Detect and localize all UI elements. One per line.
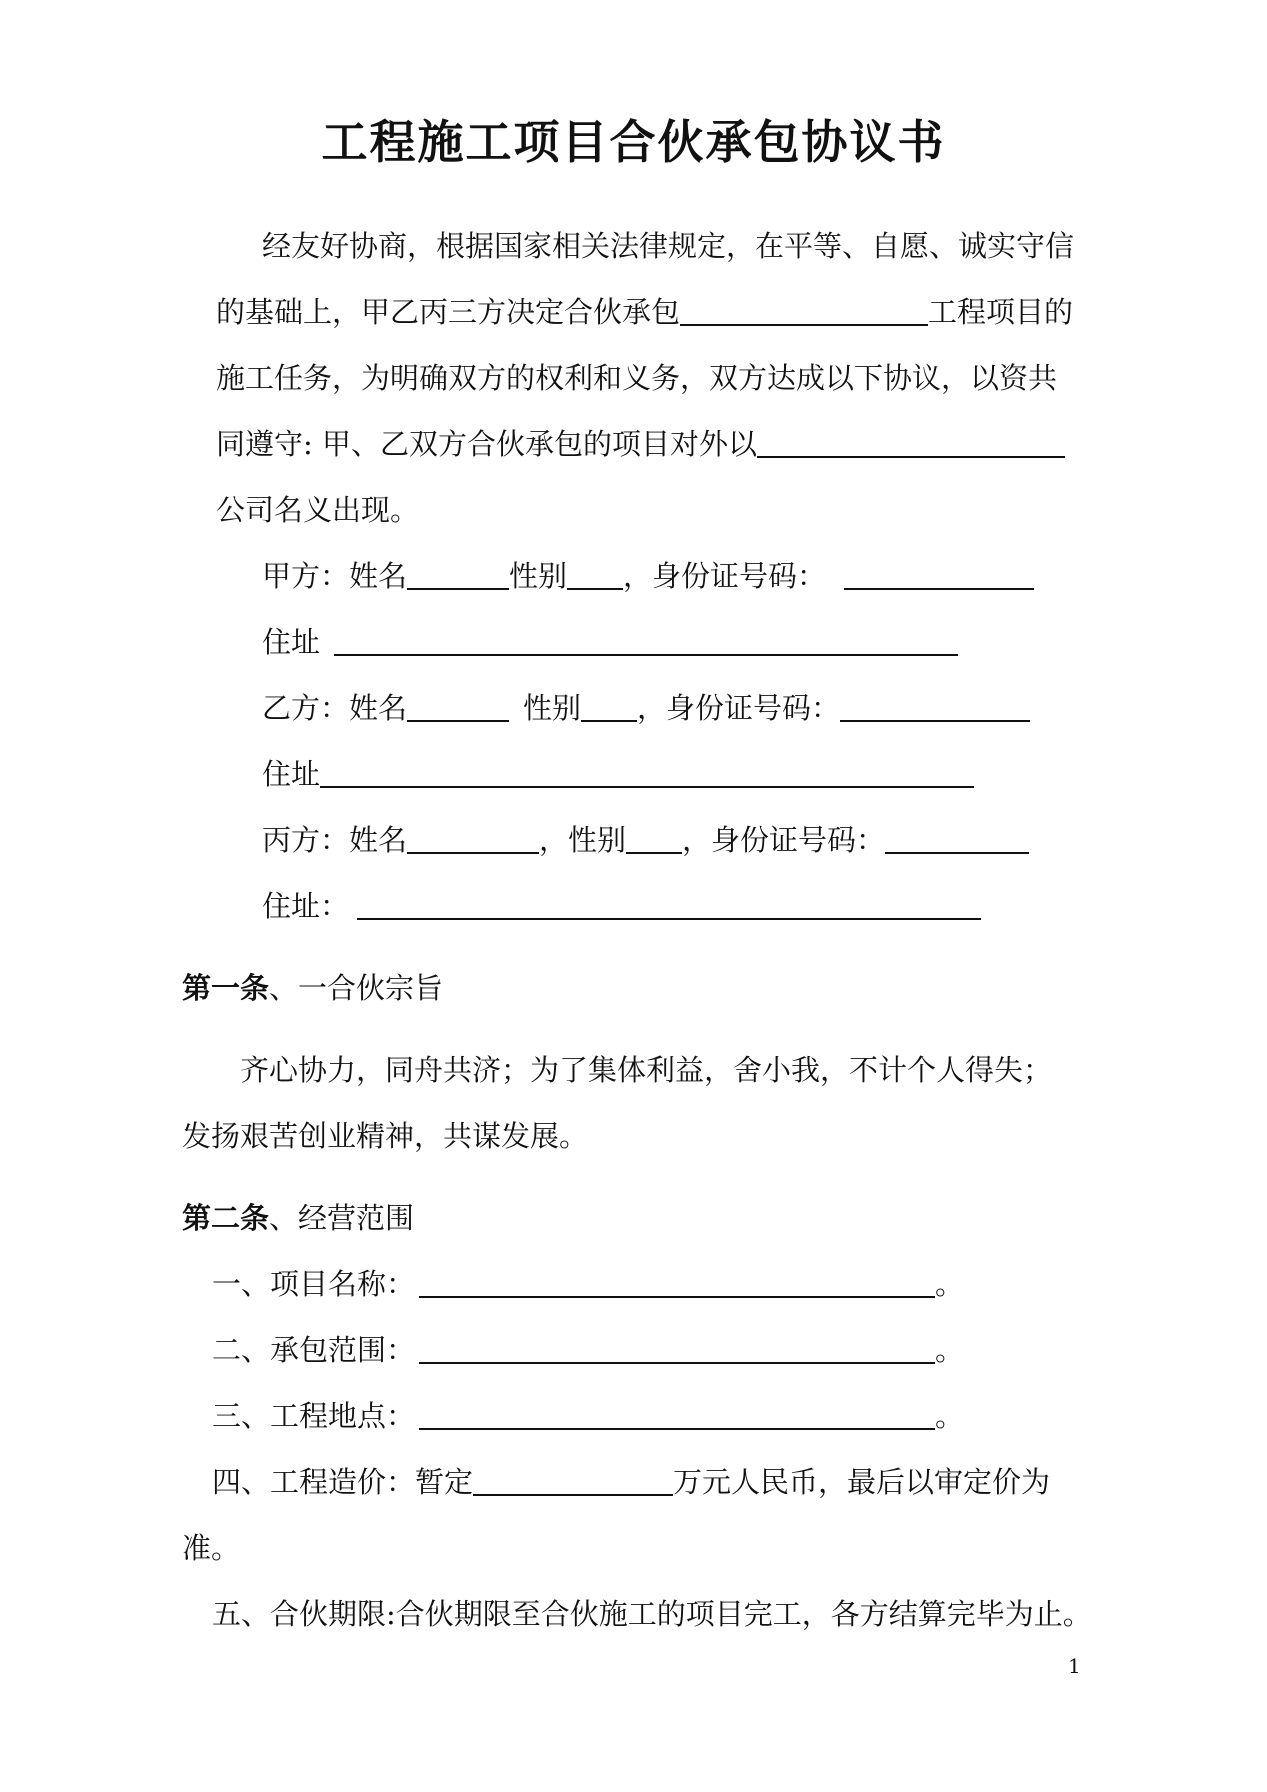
project-name-field[interactable] <box>419 1266 935 1298</box>
article-1-heading <box>182 968 443 1008</box>
party-c-gender-label: ，性别 <box>539 823 627 857</box>
company-name-blank[interactable] <box>757 426 1065 458</box>
intro-line-3 <box>216 358 1057 398</box>
party-b-gender-label: 性别 <box>523 691 582 725</box>
intro-line-4 <box>216 424 1065 464</box>
party-b-row <box>262 688 1030 728</box>
party-c-name-label: 丙方：姓名 <box>262 823 408 857</box>
party-b-gender-blank[interactable] <box>581 690 637 722</box>
partnership-term-text: 五、合伙期限:合伙期限至合伙施工的项目完工，各方结算完毕为止。 <box>212 1597 1092 1631</box>
party-a-id-label: ，身份证号码： <box>623 559 827 593</box>
party-b-address-row <box>262 754 974 794</box>
party-a-name-blank[interactable] <box>407 558 509 590</box>
contract-scope-label: 二、承包范围： <box>212 1333 416 1367</box>
intro-text: 公司名义出现。 <box>216 493 420 527</box>
project-cost-field[interactable] <box>473 1464 673 1496</box>
page-number: 1 <box>1068 1654 1081 1678</box>
article-1-number: 第一条 <box>182 971 270 1005</box>
party-a-row <box>262 556 1034 596</box>
party-a-gender-label: 性别 <box>509 559 568 593</box>
party-c-id-blank[interactable] <box>885 822 1029 854</box>
document-title: 工程施工项目合伙承包协议书 <box>321 115 946 169</box>
intro-line-1 <box>262 226 1074 266</box>
contract-scope-row <box>212 1330 964 1370</box>
contract-scope-field[interactable] <box>419 1332 935 1364</box>
party-b-id-label: ，身份证号码： <box>637 691 841 725</box>
article-2-number: 第二条 <box>182 1201 270 1235</box>
site-location-row <box>212 1396 964 1436</box>
article-1-text: 齐心协力，同舟共济；为了集体利益，舍小我，不计个人得失； <box>240 1053 1053 1087</box>
article-1-title: 、一合伙宗旨 <box>269 971 444 1005</box>
party-a-name-label: 甲方：姓名 <box>262 559 408 593</box>
period: 。 <box>935 1267 965 1301</box>
party-c-address-row <box>262 886 981 926</box>
intro-text: 施工任务，为明确双方的权利和义务，双方达成以下协议，以资共 <box>216 361 1058 395</box>
party-c-id-label: ，身份证号码： <box>682 823 886 857</box>
project-cost-row-cont <box>182 1528 240 1568</box>
article-1-line-2 <box>182 1116 588 1156</box>
party-c-gender-blank[interactable] <box>626 822 682 854</box>
intro-text: 同遵守: 甲、乙双方合伙承包的项目对外以 <box>216 427 757 461</box>
party-c-address-label: 住址： <box>262 889 350 923</box>
party-c-name-blank[interactable] <box>407 822 539 854</box>
party-b-id-blank[interactable] <box>840 690 1030 722</box>
project-name-label: 一、项目名称： <box>212 1267 416 1301</box>
intro-text: 的基础上，甲乙丙三方决定合伙承包 <box>216 295 681 329</box>
article-1-text: 发扬艰苦创业精神，共谋发展。 <box>182 1119 589 1153</box>
project-name-blank[interactable] <box>680 294 928 326</box>
intro-line-2 <box>216 292 1073 332</box>
party-a-id-blank[interactable] <box>844 558 1034 590</box>
party-a-address-blank[interactable] <box>334 624 958 656</box>
project-name-row <box>212 1264 964 1304</box>
period: 。 <box>935 1333 965 1367</box>
partnership-term-row <box>212 1594 1092 1634</box>
project-cost-text: 万元人民币，最后以审定价为 <box>673 1465 1051 1499</box>
party-a-address-label: 住址 <box>262 625 321 659</box>
site-location-field[interactable] <box>419 1398 935 1430</box>
intro-line-5 <box>216 490 419 530</box>
party-a-address-row <box>262 622 958 662</box>
article-1-line-1 <box>240 1050 1052 1090</box>
project-cost-text: 准。 <box>182 1531 241 1565</box>
project-cost-row <box>212 1462 1050 1502</box>
intro-text: 经友好协商，根据国家相关法律规定，在平等、自愿、诚实守信 <box>262 229 1075 263</box>
party-b-address-blank[interactable] <box>320 756 974 788</box>
party-c-row <box>262 820 1029 860</box>
project-cost-label: 四、工程造价：暂定 <box>212 1465 474 1499</box>
intro-text: 工程项目的 <box>928 295 1074 329</box>
party-b-address-label: 住址 <box>262 757 321 791</box>
site-location-label: 三、工程地点： <box>212 1399 416 1433</box>
party-c-address-blank[interactable] <box>357 888 981 920</box>
article-2-heading <box>182 1198 414 1238</box>
period: 。 <box>935 1399 965 1433</box>
party-b-name-blank[interactable] <box>407 690 509 722</box>
party-b-name-label: 乙方：姓名 <box>262 691 408 725</box>
party-a-gender-blank[interactable] <box>567 558 623 590</box>
article-2-title: 、经营范围 <box>269 1201 415 1235</box>
